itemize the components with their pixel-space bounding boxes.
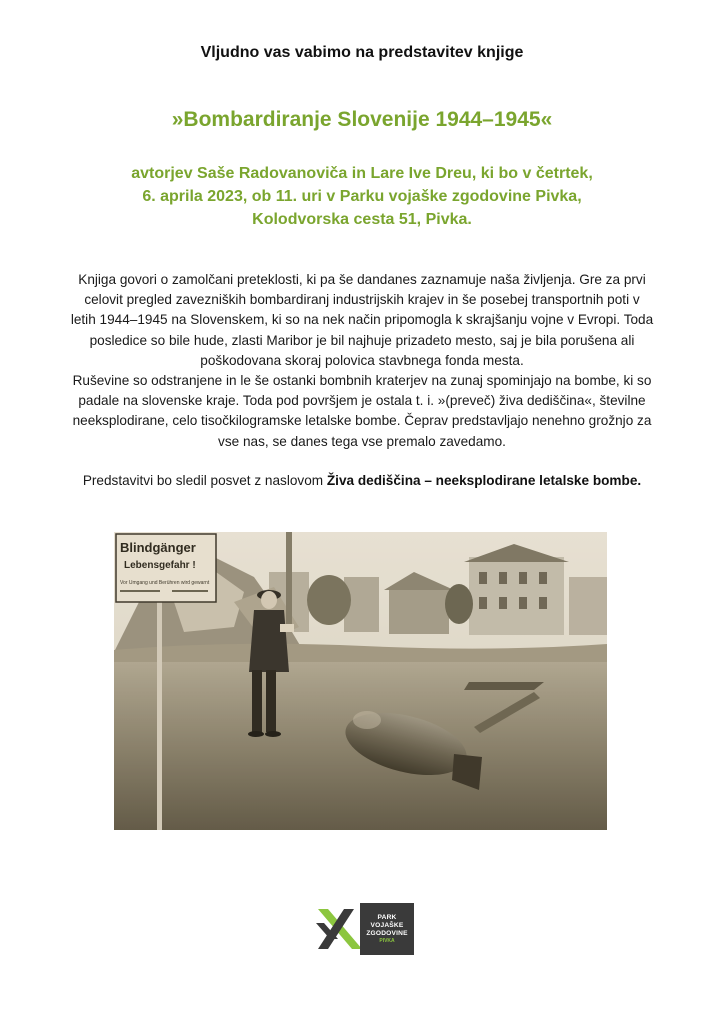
historic-photo (114, 532, 607, 830)
logo-line-park: PARK (377, 913, 397, 921)
followup-title: Živa dediščina – neeksplodirane letalske bombe. (326, 473, 642, 488)
event-details-line: 6. aprila 2023, ob 11. uri v Parku vojaške zgodovine Pivka, (142, 188, 582, 205)
intro-line: Vljudno vas vabimo na predstavitev knjige (200, 44, 524, 61)
description-line: celovit pregled zavezniških bombardiranj industrijskih krajev in še posebej transportnih poti v (84, 292, 640, 308)
photo-illustration (114, 532, 607, 830)
description-line: vse nas, se danes tega vse premalo zavedamo. (218, 433, 506, 449)
sign-text-small: Vor Umgang und Berühren wird gewarnt (120, 580, 210, 586)
description-line: letih 1944–1945 na Slovenskem, ki so na nek način pripomogla k skrajšanju vojne v Evropi. Toda (70, 312, 654, 328)
logo-line-zgodovine: ZGODOVINE (366, 929, 408, 937)
description-line: Ruševine so odstranjene in le še ostanki bombnih kraterjev na zunaj spominjajo na bombe, ki so (72, 373, 652, 389)
logo-mark-icon (314, 903, 366, 955)
description-line: neeksplodirane, celo tisočkilogramske letalske bombe. Čeprav predstavljajo nenehno grožnjo za (72, 413, 652, 429)
logo-line-pivka: PIVKA (379, 937, 395, 944)
sign-text-lebensgefahr: Lebensgefahr ! (124, 560, 196, 571)
description-line: poškodovana skoraj polovica stavbnega fonda mesta. (200, 352, 524, 368)
followup-line (0, 473, 724, 488)
sign-text-blindganger: Blindgänger (120, 540, 196, 555)
park-logo (314, 903, 414, 955)
description-line: Knjiga govori o zamolčani preteklosti, ki pa še dandanes zaznamuje naša življenja. Gre za prvi (78, 272, 646, 287)
logo-text-box (360, 903, 414, 955)
description-line: posledice so bile hude, zlasti Maribor je bil najhuje prizadeto mesto, saj je bila porušena ali (89, 332, 635, 348)
book-title: »Bombardiranje Slovenije 1944–1945« (171, 108, 553, 131)
event-details (60, 162, 664, 231)
description-line: padale na slovenske kraje. Toda pod površjem je ostala t. i. »(preveč) živa dediščina«, številne (78, 393, 646, 409)
event-details-line: avtorjev Saše Radovanoviča in Lare Ive Dreu, ki bo v četrtek, (131, 165, 593, 182)
event-details-line: Kolodvorska cesta 51, Pivka. (252, 211, 472, 228)
book-description (40, 270, 684, 452)
followup-prefix: Predstavitvi bo sledil posvet z naslovom (82, 473, 327, 488)
logo-line-vojaske: VOJAŠKE (370, 921, 404, 929)
